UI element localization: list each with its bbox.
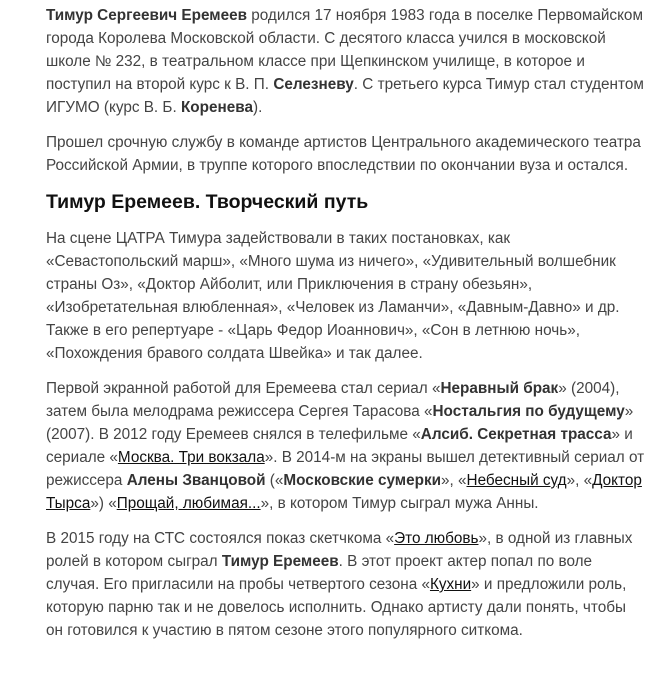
paragraph-biography: Тимур Сергеевич Еремеев родился 17 ноября 1983 года в поселке Первомайском города Королева Московской области. С десятого класса учился в московской школе № 232, в театральном классе при Щепкинском училище, в которое и поступил на второй курс к В. П. Селезневу. С третьего курса Тимур стал студентом ИГУМО (курс В. Б. Коренева). [46, 7, 644, 116]
link-eto-lyubov[interactable]: Это любовь [394, 530, 479, 547]
paragraph-army-service: Прошел срочную службу в команде артистов Центрального академического театра Российской Армии, в труппе которого впоследствии по окончании вуза и остался. [46, 134, 641, 174]
bold-nostalgia: Ностальгия по будущему [432, 403, 625, 420]
link-doktor-tyrsa[interactable]: Доктор Тырса [46, 472, 642, 512]
bold-teacher-selezn: Селезневу [273, 76, 354, 93]
link-moskva-tri-vokzala[interactable]: Москва. Три вокзала [117, 449, 265, 466]
bold-neravny-brak: Неравный брак [440, 380, 559, 397]
bold-teacher-korenev: Коренева [180, 99, 253, 116]
paragraph-theatre: На сцене ЦАТРА Тимура задействовали в таких постановках, как «Севастопольский марш», «Много шума из ничего», «Удивительный волшебник страны Оз», «Доктор Айболит, или Приключения в страну обезьян», «Изобретательная влюбленная», «Человек из Ламанчи», «Давным-Давно» и др. Также в его репертуаре - «Царь Федор Иоаннович», «Сон в летнюю ночь», «Похождения бравого солдата Швейка» и так далее. [46, 230, 620, 362]
bold-actor-name: Тимур Еремеев [221, 553, 339, 570]
link-proshchai-lyubimaya[interactable]: Прощай, любимая... [116, 495, 261, 512]
bold-moskovskie-sumerki: Московские сумерки [283, 472, 441, 489]
link-nebesny-sud[interactable]: Небесный суд [466, 472, 567, 489]
bold-alsib: Алсиб. Секретная трасса [420, 426, 612, 443]
bold-director: Алены Званцовой [126, 472, 266, 489]
paragraph-sitcom: В 2015 году на СТС состоялся показ скетчкома «Это любовь», в одной из главных ролей в котором сыграл Тимур Еремеев. В этот проект актер попал по воле случая. Его пригласили на пробы четвертого сезона «Кухни» и предложили роль, которую парню так и не довелось исполнить. Однако артисту дали понять, чтобы он готовился к участию в пятом сезоне этого популярного ситкома. [46, 530, 633, 639]
bold-name: Тимур Сергеевич Еремеев [46, 7, 247, 24]
paragraph-filmography: Первой экранной работой для Еремеева стал сериал «Неравный брак» (2004), затем была мелодрама режиссера Сергея Тарасова «Ностальгия по будущему» (2007). В 2012 году Еремеев снялся в телефильме «Алсиб. Секретная трасса» и сериале «Москва. Три вокзала». В 2014-м на экраны вышел детективный сериал от режиссера Алены Званцовой («Московские сумерки», «Небесный суд», «Доктор Тырса») «Прощай, любимая...», в котором Тимур сыграл мужа Анны. [46, 380, 645, 512]
link-kukhni[interactable]: Кухни [429, 576, 472, 593]
section-heading: Тимур Еремеев. Творческий путь [46, 191, 369, 213]
